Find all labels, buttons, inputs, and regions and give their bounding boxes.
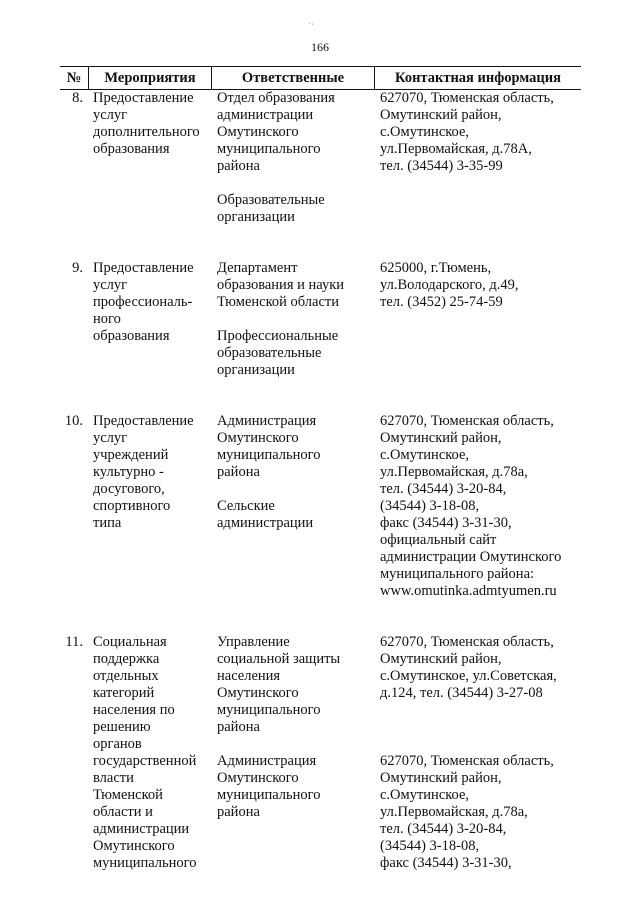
responsible-line: администрации <box>217 515 314 531</box>
table-row <box>60 90 581 226</box>
event-line: власти <box>93 770 134 786</box>
responsible-line: муниципального <box>217 447 321 463</box>
responsible-line: Профессиональные <box>217 328 339 344</box>
responsible-line <box>217 481 374 498</box>
row-spacer <box>60 600 581 617</box>
event-line: населения по <box>93 702 175 718</box>
contact-line: ул.Первомайская, д.78а, <box>380 804 528 820</box>
responsible-line: района <box>217 464 260 480</box>
contact-line: тел. (34544) 3-20-84, <box>380 481 507 497</box>
responsible-line: организации <box>217 209 295 225</box>
responsible-line: образовательные <box>217 345 322 361</box>
event-line: услуг <box>93 430 128 446</box>
contact-line: www.omutinka.admtyumen.ru <box>380 583 557 599</box>
contact-cell <box>374 413 581 600</box>
responsible-line: Тюменской области <box>217 294 339 310</box>
responsible-line: организации <box>217 362 295 378</box>
event-line: отдельных <box>93 668 159 684</box>
event-line: Тюменской <box>93 787 163 803</box>
event-line: учреждений <box>93 447 169 463</box>
contact-line: факс (34544) 3-31-30, <box>380 855 512 871</box>
responsible-line: Омутинского <box>217 685 299 701</box>
table-row <box>60 413 581 600</box>
contact-line: 627070, Тюменская область, <box>380 634 554 650</box>
contact-line: ул.Володарского, д.49, <box>380 277 519 293</box>
row-spacer <box>60 243 581 260</box>
contact-line: тел. (34544) 3-20-84, <box>380 821 507 837</box>
contact-line: (34544) 3-18-08, <box>380 838 480 854</box>
event-cell <box>88 634 211 872</box>
responsible-line: Отдел образования <box>217 90 335 106</box>
contact-line: факс (34544) 3-31-30, <box>380 515 512 531</box>
responsible-line: Администрация <box>217 753 317 769</box>
contact-line: Омутинский район, <box>380 107 502 123</box>
responsible-line: Департамент <box>217 260 298 276</box>
row-spacer <box>60 226 581 243</box>
page-number: 166 <box>311 40 329 54</box>
event-line: спортивного <box>93 498 171 514</box>
responsible-line: образования и науки <box>217 277 345 293</box>
event-line: Социальная <box>93 634 167 650</box>
event-line: Предоставление <box>93 413 194 429</box>
responsible-line: администрации <box>217 107 314 123</box>
contact-line: ул.Первомайская, д.78а, <box>380 464 528 480</box>
event-line: профессиональ- <box>93 294 193 310</box>
event-line: ного <box>93 311 121 327</box>
contact-line: тел. (3452) 25-74-59 <box>380 294 503 310</box>
responsible-line: Сельские <box>217 498 275 514</box>
responsible-line: Омутинского <box>217 430 299 446</box>
event-cell <box>88 90 211 158</box>
contact-line: администрации Омутинского <box>380 549 562 565</box>
contact-cell <box>374 90 581 175</box>
responsible-cell <box>211 90 374 226</box>
contact-line: (34544) 3-18-08, <box>380 498 480 514</box>
contact-cell <box>374 260 581 311</box>
table-body <box>60 90 581 872</box>
responsible-cell <box>211 260 374 379</box>
event-cell <box>88 260 211 345</box>
responsible-line: района <box>217 719 260 735</box>
event-line: услуг <box>93 107 128 123</box>
contact-line: 627070, Тюменская область, <box>380 753 554 769</box>
event-line: государственной <box>93 753 197 769</box>
event-line: досугового, <box>93 481 165 497</box>
header-number: № <box>66 70 82 86</box>
event-line: Предоставление <box>93 90 194 106</box>
event-line: области и <box>93 804 153 820</box>
responsible-line: социальной защиты <box>217 651 341 667</box>
contact-line: Омутинский район, <box>380 651 502 667</box>
table-row <box>60 634 581 872</box>
contact-line <box>380 736 581 753</box>
header-contact: Контактная информация <box>374 67 581 89</box>
contact-line: 625000, г.Тюмень, <box>380 260 492 276</box>
table-row <box>60 260 581 379</box>
contact-line: тел. (34544) 3-35-99 <box>380 158 503 174</box>
contact-line <box>380 719 581 736</box>
event-line: категорий <box>93 685 155 701</box>
responsible-line <box>217 736 374 753</box>
contact-line: с.Омутинское, <box>380 124 470 140</box>
event-line: типа <box>93 515 122 531</box>
event-line: культурно - <box>93 464 164 480</box>
contact-line: д.124, тел. (34544) 3-27-08 <box>380 685 543 701</box>
event-cell <box>88 413 211 532</box>
contact-line: с.Омутинское, <box>380 787 470 803</box>
responsible-cell <box>211 634 374 821</box>
event-line: дополнительного <box>93 124 200 140</box>
responsible-line <box>217 175 374 192</box>
contact-cell <box>374 634 581 872</box>
event-line: решению <box>93 719 151 735</box>
table-header <box>60 66 581 90</box>
event-line: Омутинского <box>93 838 175 854</box>
responsible-line: района <box>217 158 260 174</box>
contact-line: с.Омутинское, ул.Советская, <box>380 668 557 684</box>
responsible-line: района <box>217 804 260 820</box>
contact-line: Омутинский район, <box>380 770 502 786</box>
event-line: образования <box>93 328 170 344</box>
responsible-line: муниципального <box>217 702 321 718</box>
scan-speck: . , <box>309 20 314 26</box>
event-line: услуг <box>93 277 128 293</box>
event-line: администрации <box>93 821 190 837</box>
responsible-line: Омутинского <box>217 770 299 786</box>
contacts-table <box>60 66 581 872</box>
responsible-cell <box>211 413 374 532</box>
event-line: муниципального <box>93 855 197 871</box>
responsible-line <box>217 311 374 328</box>
event-line: поддержка <box>93 651 160 667</box>
event-line: Предоставление <box>93 260 194 276</box>
responsible-line: муниципального <box>217 787 321 803</box>
row-spacer <box>60 396 581 413</box>
responsible-line: Образовательные <box>217 192 325 208</box>
event-line: органов <box>93 736 142 752</box>
row-number: 8. <box>72 90 83 106</box>
header-responsible: Ответственные <box>211 67 374 89</box>
responsible-line: Управление <box>217 634 290 650</box>
contact-line: Омутинский район, <box>380 430 502 446</box>
row-number: 10. <box>64 413 83 429</box>
responsible-line: населения <box>217 668 281 684</box>
contact-line: с.Омутинское, <box>380 447 470 463</box>
responsible-line: Администрация <box>217 413 317 429</box>
contact-line: ул.Первомайская, д.78А, <box>380 141 532 157</box>
contact-line: 627070, Тюменская область, <box>380 90 554 106</box>
row-number: 9. <box>72 260 83 276</box>
contact-line: 627070, Тюменская область, <box>380 413 554 429</box>
row-number: 11. <box>65 634 83 650</box>
header-events: Мероприятия <box>88 67 211 89</box>
contact-line <box>380 702 581 719</box>
row-spacer <box>60 617 581 634</box>
event-line: образования <box>93 141 170 157</box>
row-spacer <box>60 379 581 396</box>
contact-line: официальный сайт <box>380 532 497 548</box>
contact-line: муниципального района: <box>380 566 535 582</box>
responsible-line: Омутинского <box>217 124 299 140</box>
responsible-line: муниципального <box>217 141 321 157</box>
